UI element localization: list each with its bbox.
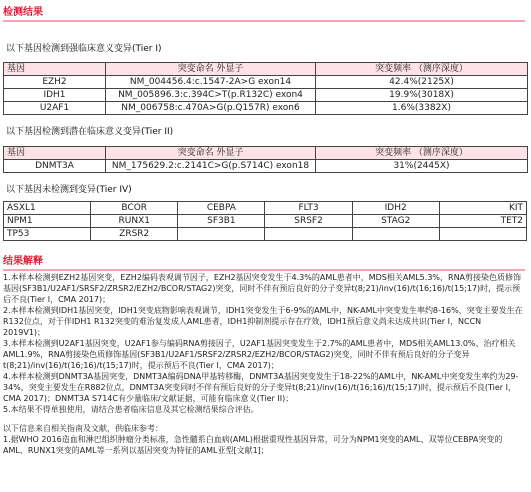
tier1-table	[3, 62, 528, 115]
header-frequency: 突变频率 （测序深度）	[316, 63, 528, 76]
mutation-cell: NM_175629.2:c.2141C>G(p.S714C) exon18	[106, 160, 316, 173]
table-header-row	[4, 147, 528, 160]
gene-grid-row	[4, 215, 527, 228]
gene-cell: SF3B1	[178, 215, 265, 228]
reference-paragraph: 1.据WHO 2016造血和淋巴组织肿瘤分类标准，急性髓系白血病(AML)根据重现性基因异常，可分为NPM1突变的AML、双等位CEBPA突变的AML、RUNX1突变的AML等一系列以基因突变为特征的AML亚型[文献1]；	[3, 435, 503, 455]
header-mutation: 突变命名 外显子	[106, 147, 316, 160]
gene-cell: IDH1	[4, 89, 106, 102]
gene-grid-row	[4, 228, 527, 241]
table-row	[4, 160, 528, 173]
detection-results-title: 检测结果	[3, 3, 525, 22]
gene-cell: TP53	[4, 228, 91, 241]
mutation-cell: NM_006758:c.470A>G(p.Q157R) exon6	[106, 102, 316, 115]
gene-grid-row	[4, 202, 527, 215]
header-gene: 基因	[4, 147, 106, 160]
gene-cell: NPM1	[4, 215, 91, 228]
tier2-heading: 以下基因检测到潜在临床意义变异(Tier II)	[6, 127, 174, 137]
tier2-table	[3, 146, 528, 173]
gene-cell: TET2	[439, 215, 526, 228]
table-row	[4, 76, 528, 89]
gene-cell: BCOR	[91, 202, 178, 215]
gene-cell: FLT3	[265, 202, 352, 215]
table-row	[4, 102, 528, 115]
header-frequency: 突变频率 （测序深度）	[316, 147, 528, 160]
gene-cell: STAG2	[352, 215, 439, 228]
interpretation-paragraph: 5.本结果不得单独使用，请结合患者临床信息及其它检测结果综合评估。	[3, 405, 259, 414]
tier4-heading: 以下基因未检测到变异(Tier IV)	[6, 185, 132, 195]
gene-cell: ASXL1	[4, 202, 91, 215]
header-gene: 基因	[4, 63, 106, 76]
mutation-cell: NM_004456.4:c.1547-2A>G exon14	[106, 76, 316, 89]
table-row	[4, 89, 528, 102]
frequency-cell: 1.6%(3382X)	[316, 102, 528, 115]
frequency-cell: 31%(2445X)	[316, 160, 528, 173]
interpretation-paragraph: 2.本样本检测到IDH1基因突变，IDH1突变底物影响表观调节，IDH1突变发生于6-9%的AML中，NK-AML中突变发生率约8-16%，突变主要发生在R132位点，对于伴IDH1 R132突变的难治复发成人AML患者，IDH1抑制剂提示存在疗效，IDH1预后意义尚未达成共识(Tier I，NCCN 2019V1)；	[3, 306, 523, 337]
interpretation-body	[3, 272, 525, 456]
frequency-cell: 42.4%(2125X)	[316, 76, 528, 89]
mutation-cell: NM_005896.3:c.394C>T(p.R132C) exon4	[106, 89, 316, 102]
frequency-cell: 19.9%(3018X)	[316, 89, 528, 102]
gene-cell: ZRSR2	[91, 228, 178, 241]
gene-cell: EZH2	[4, 76, 106, 89]
interpretation-paragraph: 1.本样本检测到EZH2基因突变，EZH2编码表观调节因子，EZH2基因突变发生于4.3%的AML患者中，MDS相关AML5.3%，RNA剪接染色质修饰基因(SF3B1/U2AF1/SRSF2/ZRSR2/EZH2/BCOR/STAG2)突变，同时不伴有预后良好的分子变异t(8;21)/inv(16)/t(16;16)/t(15;17)时，提示预后不良(Tier I，CMA 2017)；	[3, 273, 522, 304]
gene-cell: SRSF2	[265, 215, 352, 228]
gene-cell	[439, 228, 526, 241]
gene-cell	[352, 228, 439, 241]
interpretation-paragraph: 4.本样本检测到DNMT3A基因突变，DNMT3A编码DNA甲基转移酶，DNMT3A基因突变发生于18-22%的AML中，NK-AML中突变发生率约为29-34%，突变主要发生在R882位点，DNMT3A突变同时不伴有预后良好的分子变异t(8;21)/inv(16)/t(16;16)/t(15;17)时，提示预后不良(Tier I，CMA 2017)；DNMT3A S714C有少量临床/文献证据，可能有临床意义(Tier II)；	[3, 372, 519, 403]
table-header-row	[4, 63, 528, 76]
gene-cell	[178, 228, 265, 241]
reference-intro: 以下信息来自相关指南及文献，供临床参考：	[3, 424, 163, 433]
tier1-heading: 以下基因检测到强临床意义变异(Tier I)	[6, 44, 162, 54]
gene-cell: IDH2	[352, 202, 439, 215]
gene-cell: U2AF1	[4, 102, 106, 115]
result-interpretation-title: 结果解释	[3, 252, 525, 271]
interpretation-paragraph: 3.本样本检测到U2AF1基因突变，U2AF1参与编码RNA剪接因子，U2AF1基因突变发生于2.7%的AML患者中，MDS相关AML13.0%、治疗相关AML1.9%，RNA剪接染色质修饰基因(SF3B1/U2AF1/SRSF2/ZRSR2/EZH2/BCOR/STAG2)突变，同时不伴有预后良好的分子变异t(8;21)/inv(16)/t(16;16)/t(15;17)时，提示预后不良(Tier I，CMA 2017)；	[3, 339, 516, 370]
gene-cell: CEBPA	[178, 202, 265, 215]
tier4-gene-table	[3, 201, 527, 241]
gene-cell	[265, 228, 352, 241]
gene-cell: DNMT3A	[4, 160, 106, 173]
header-mutation: 突变命名 外显子	[106, 63, 316, 76]
gene-cell: RUNX1	[91, 215, 178, 228]
gene-cell: KIT	[439, 202, 526, 215]
